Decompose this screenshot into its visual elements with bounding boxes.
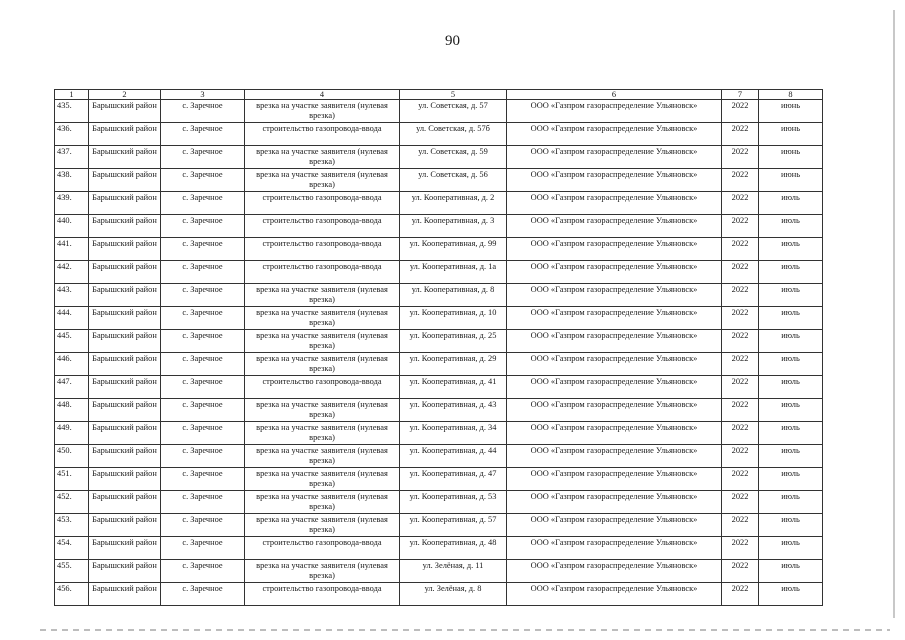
row-number: 449. <box>55 422 89 445</box>
locality-cell: с. Заречное <box>161 376 245 399</box>
table-row <box>55 399 823 422</box>
locality-cell: с. Заречное <box>161 537 245 560</box>
table-row <box>55 261 823 284</box>
organization-cell: ООО «Газпром газораспределение Ульяновск» <box>507 422 722 445</box>
district-cell: Барышский район <box>89 560 161 583</box>
locality-cell: с. Заречное <box>161 399 245 422</box>
table-row <box>55 284 823 307</box>
year-cell: 2022 <box>722 537 759 560</box>
address-cell: ул. Кооперативная, д. 41 <box>400 376 507 399</box>
month-cell: июль <box>759 583 823 606</box>
table-row <box>55 215 823 238</box>
table-row <box>55 330 823 353</box>
year-cell: 2022 <box>722 353 759 376</box>
organization-cell: ООО «Газпром газораспределение Ульяновск» <box>507 537 722 560</box>
organization-cell: ООО «Газпром газораспределение Ульяновск» <box>507 307 722 330</box>
column-header: 2 <box>89 90 161 100</box>
column-header: 1 <box>55 90 89 100</box>
row-number: 448. <box>55 399 89 422</box>
district-cell: Барышский район <box>89 422 161 445</box>
address-cell: ул. Кооперативная, д. 34 <box>400 422 507 445</box>
address-cell: ул. Кооперативная, д. 8 <box>400 284 507 307</box>
table-row <box>55 468 823 491</box>
month-cell: июль <box>759 307 823 330</box>
row-number: 446. <box>55 353 89 376</box>
table-body <box>55 100 823 606</box>
table-row <box>55 123 823 146</box>
address-cell: ул. Советская, д. 59 <box>400 146 507 169</box>
organization-cell: ООО «Газпром газораспределение Ульяновск» <box>507 583 722 606</box>
year-cell: 2022 <box>722 330 759 353</box>
locality-cell: с. Заречное <box>161 100 245 123</box>
district-cell: Барышский район <box>89 399 161 422</box>
locality-cell: с. Заречное <box>161 307 245 330</box>
month-cell: июль <box>759 192 823 215</box>
address-cell: ул. Советская, д. 56 <box>400 169 507 192</box>
work-type-cell: врезка на участке заявителя (нулевая врезка) <box>245 445 400 468</box>
organization-cell: ООО «Газпром газораспределение Ульяновск» <box>507 353 722 376</box>
table-row <box>55 353 823 376</box>
district-cell: Барышский район <box>89 261 161 284</box>
district-cell: Барышский район <box>89 583 161 606</box>
month-cell: июль <box>759 399 823 422</box>
address-cell: ул. Кооперативная, д. 44 <box>400 445 507 468</box>
organization-cell: ООО «Газпром газораспределение Ульяновск» <box>507 261 722 284</box>
address-cell: ул. Кооперативная, д. 57 <box>400 514 507 537</box>
address-cell: ул. Кооперативная, д. 10 <box>400 307 507 330</box>
locality-cell: с. Заречное <box>161 491 245 514</box>
row-number: 452. <box>55 491 89 514</box>
year-cell: 2022 <box>722 238 759 261</box>
year-cell: 2022 <box>722 422 759 445</box>
locality-cell: с. Заречное <box>161 330 245 353</box>
year-cell: 2022 <box>722 307 759 330</box>
year-cell: 2022 <box>722 261 759 284</box>
address-cell: ул. Советская, д. 57б <box>400 123 507 146</box>
district-cell: Барышский район <box>89 491 161 514</box>
address-cell: ул. Кооперативная, д. 99 <box>400 238 507 261</box>
year-cell: 2022 <box>722 514 759 537</box>
month-cell: июнь <box>759 169 823 192</box>
address-cell: ул. Кооперативная, д. 2 <box>400 192 507 215</box>
address-cell: ул. Кооперативная, д. 1а <box>400 261 507 284</box>
month-cell: июль <box>759 468 823 491</box>
organization-cell: ООО «Газпром газораспределение Ульяновск» <box>507 284 722 307</box>
column-header: 7 <box>722 90 759 100</box>
month-cell: июль <box>759 353 823 376</box>
row-number: 437. <box>55 146 89 169</box>
column-header: 5 <box>400 90 507 100</box>
row-number: 453. <box>55 514 89 537</box>
row-number: 445. <box>55 330 89 353</box>
work-type-cell: врезка на участке заявителя (нулевая врезка) <box>245 399 400 422</box>
month-cell: июнь <box>759 100 823 123</box>
month-cell: июль <box>759 514 823 537</box>
district-cell: Барышский район <box>89 445 161 468</box>
year-cell: 2022 <box>722 560 759 583</box>
row-number: 456. <box>55 583 89 606</box>
organization-cell: ООО «Газпром газораспределение Ульяновск» <box>507 330 722 353</box>
month-cell: июль <box>759 261 823 284</box>
district-cell: Барышский район <box>89 468 161 491</box>
page-edge-line <box>893 10 895 618</box>
row-number: 447. <box>55 376 89 399</box>
organization-cell: ООО «Газпром газораспределение Ульяновск» <box>507 491 722 514</box>
work-type-cell: врезка на участке заявителя (нулевая врезка) <box>245 330 400 353</box>
year-cell: 2022 <box>722 146 759 169</box>
table-row <box>55 238 823 261</box>
row-number: 443. <box>55 284 89 307</box>
month-cell: июль <box>759 537 823 560</box>
year-cell: 2022 <box>722 123 759 146</box>
work-type-cell: строительство газопровода-ввода <box>245 192 400 215</box>
page-number: 90 <box>445 33 460 49</box>
table-row <box>55 169 823 192</box>
year-cell: 2022 <box>722 100 759 123</box>
column-header: 4 <box>245 90 400 100</box>
organization-cell: ООО «Газпром газораспределение Ульяновск» <box>507 123 722 146</box>
organization-cell: ООО «Газпром газораспределение Ульяновск» <box>507 100 722 123</box>
work-type-cell: врезка на участке заявителя (нулевая врезка) <box>245 307 400 330</box>
work-type-cell: врезка на участке заявителя (нулевая врезка) <box>245 491 400 514</box>
month-cell: июнь <box>759 146 823 169</box>
month-cell: июль <box>759 376 823 399</box>
scan-noise <box>40 629 890 631</box>
locality-cell: с. Заречное <box>161 422 245 445</box>
district-cell: Барышский район <box>89 353 161 376</box>
organization-cell: ООО «Газпром газораспределение Ульяновск» <box>507 376 722 399</box>
row-number: 444. <box>55 307 89 330</box>
table-row <box>55 100 823 123</box>
month-cell: июль <box>759 560 823 583</box>
work-type-cell: врезка на участке заявителя (нулевая врезка) <box>245 422 400 445</box>
locality-cell: с. Заречное <box>161 261 245 284</box>
work-type-cell: врезка на участке заявителя (нулевая врезка) <box>245 468 400 491</box>
district-cell: Барышский район <box>89 123 161 146</box>
locality-cell: с. Заречное <box>161 238 245 261</box>
year-cell: 2022 <box>722 399 759 422</box>
row-number: 435. <box>55 100 89 123</box>
table-row <box>55 560 823 583</box>
table-row <box>55 146 823 169</box>
organization-cell: ООО «Газпром газораспределение Ульяновск» <box>507 560 722 583</box>
locality-cell: с. Заречное <box>161 514 245 537</box>
address-cell: ул. Кооперативная, д. 43 <box>400 399 507 422</box>
locality-cell: с. Заречное <box>161 215 245 238</box>
district-cell: Барышский район <box>89 514 161 537</box>
year-cell: 2022 <box>722 445 759 468</box>
month-cell: июль <box>759 491 823 514</box>
district-cell: Барышский район <box>89 537 161 560</box>
address-cell: ул. Кооперативная, д. 47 <box>400 468 507 491</box>
locality-cell: с. Заречное <box>161 445 245 468</box>
work-type-cell: строительство газопровода-ввода <box>245 583 400 606</box>
district-cell: Барышский район <box>89 307 161 330</box>
district-cell: Барышский район <box>89 284 161 307</box>
table-row <box>55 445 823 468</box>
locality-cell: с. Заречное <box>161 583 245 606</box>
organization-cell: ООО «Газпром газораспределение Ульяновск» <box>507 514 722 537</box>
organization-cell: ООО «Газпром газораспределение Ульяновск» <box>507 192 722 215</box>
column-header: 6 <box>507 90 722 100</box>
locality-cell: с. Заречное <box>161 284 245 307</box>
work-type-cell: врезка на участке заявителя (нулевая врезка) <box>245 100 400 123</box>
table-row <box>55 307 823 330</box>
row-number: 440. <box>55 215 89 238</box>
year-cell: 2022 <box>722 169 759 192</box>
row-number: 442. <box>55 261 89 284</box>
work-type-cell: врезка на участке заявителя (нулевая врезка) <box>245 353 400 376</box>
table-row <box>55 376 823 399</box>
month-cell: июль <box>759 215 823 238</box>
year-cell: 2022 <box>722 491 759 514</box>
month-cell: июль <box>759 330 823 353</box>
address-cell: ул. Зелёная, д. 8 <box>400 583 507 606</box>
table-row <box>55 583 823 606</box>
table-row <box>55 422 823 445</box>
year-cell: 2022 <box>722 468 759 491</box>
district-cell: Барышский район <box>89 330 161 353</box>
district-cell: Барышский район <box>89 100 161 123</box>
month-cell: июль <box>759 422 823 445</box>
organization-cell: ООО «Газпром газораспределение Ульяновск» <box>507 399 722 422</box>
locality-cell: с. Заречное <box>161 560 245 583</box>
work-type-cell: строительство газопровода-ввода <box>245 238 400 261</box>
address-cell: ул. Кооперативная, д. 3 <box>400 215 507 238</box>
organization-cell: ООО «Газпром газораспределение Ульяновск» <box>507 169 722 192</box>
locality-cell: с. Заречное <box>161 146 245 169</box>
year-cell: 2022 <box>722 215 759 238</box>
organization-cell: ООО «Газпром газораспределение Ульяновск» <box>507 146 722 169</box>
row-number: 436. <box>55 123 89 146</box>
work-type-cell: врезка на участке заявителя (нулевая врезка) <box>245 284 400 307</box>
row-number: 441. <box>55 238 89 261</box>
address-cell: ул. Кооперативная, д. 53 <box>400 491 507 514</box>
address-cell: ул. Кооперативная, д. 29 <box>400 353 507 376</box>
work-type-cell: врезка на участке заявителя (нулевая врезка) <box>245 514 400 537</box>
table-row <box>55 192 823 215</box>
month-cell: июль <box>759 284 823 307</box>
table-row <box>55 537 823 560</box>
organization-cell: ООО «Газпром газораспределение Ульяновск» <box>507 445 722 468</box>
work-type-cell: строительство газопровода-ввода <box>245 376 400 399</box>
work-type-cell: врезка на участке заявителя (нулевая врезка) <box>245 146 400 169</box>
locality-cell: с. Заречное <box>161 123 245 146</box>
year-cell: 2022 <box>722 583 759 606</box>
address-cell: ул. Кооперативная, д. 48 <box>400 537 507 560</box>
organization-cell: ООО «Газпром газораспределение Ульяновск» <box>507 215 722 238</box>
column-header: 8 <box>759 90 823 100</box>
organization-cell: ООО «Газпром газораспределение Ульяновск» <box>507 238 722 261</box>
work-type-cell: строительство газопровода-ввода <box>245 537 400 560</box>
row-number: 454. <box>55 537 89 560</box>
locality-cell: с. Заречное <box>161 169 245 192</box>
year-cell: 2022 <box>722 192 759 215</box>
organization-cell: ООО «Газпром газораспределение Ульяновск» <box>507 468 722 491</box>
month-cell: июнь <box>759 123 823 146</box>
locality-cell: с. Заречное <box>161 468 245 491</box>
row-number: 438. <box>55 169 89 192</box>
registry-table <box>54 89 823 606</box>
table-row <box>55 514 823 537</box>
work-type-cell: строительство газопровода-ввода <box>245 123 400 146</box>
row-number: 455. <box>55 560 89 583</box>
address-cell: ул. Кооперативная, д. 25 <box>400 330 507 353</box>
year-cell: 2022 <box>722 284 759 307</box>
district-cell: Барышский район <box>89 215 161 238</box>
address-cell: ул. Зелёная, д. 11 <box>400 560 507 583</box>
district-cell: Барышский район <box>89 192 161 215</box>
table-row <box>55 491 823 514</box>
header-row <box>55 90 823 100</box>
column-header: 3 <box>161 90 245 100</box>
work-type-cell: врезка на участке заявителя (нулевая врезка) <box>245 560 400 583</box>
month-cell: июль <box>759 238 823 261</box>
district-cell: Барышский район <box>89 146 161 169</box>
year-cell: 2022 <box>722 376 759 399</box>
address-cell: ул. Советская, д. 57 <box>400 100 507 123</box>
work-type-cell: строительство газопровода-ввода <box>245 261 400 284</box>
row-number: 439. <box>55 192 89 215</box>
district-cell: Барышский район <box>89 376 161 399</box>
locality-cell: с. Заречное <box>161 192 245 215</box>
work-type-cell: строительство газопровода-ввода <box>245 215 400 238</box>
month-cell: июль <box>759 445 823 468</box>
district-cell: Барышский район <box>89 238 161 261</box>
row-number: 451. <box>55 468 89 491</box>
locality-cell: с. Заречное <box>161 353 245 376</box>
work-type-cell: врезка на участке заявителя (нулевая врезка) <box>245 169 400 192</box>
row-number: 450. <box>55 445 89 468</box>
district-cell: Барышский район <box>89 169 161 192</box>
